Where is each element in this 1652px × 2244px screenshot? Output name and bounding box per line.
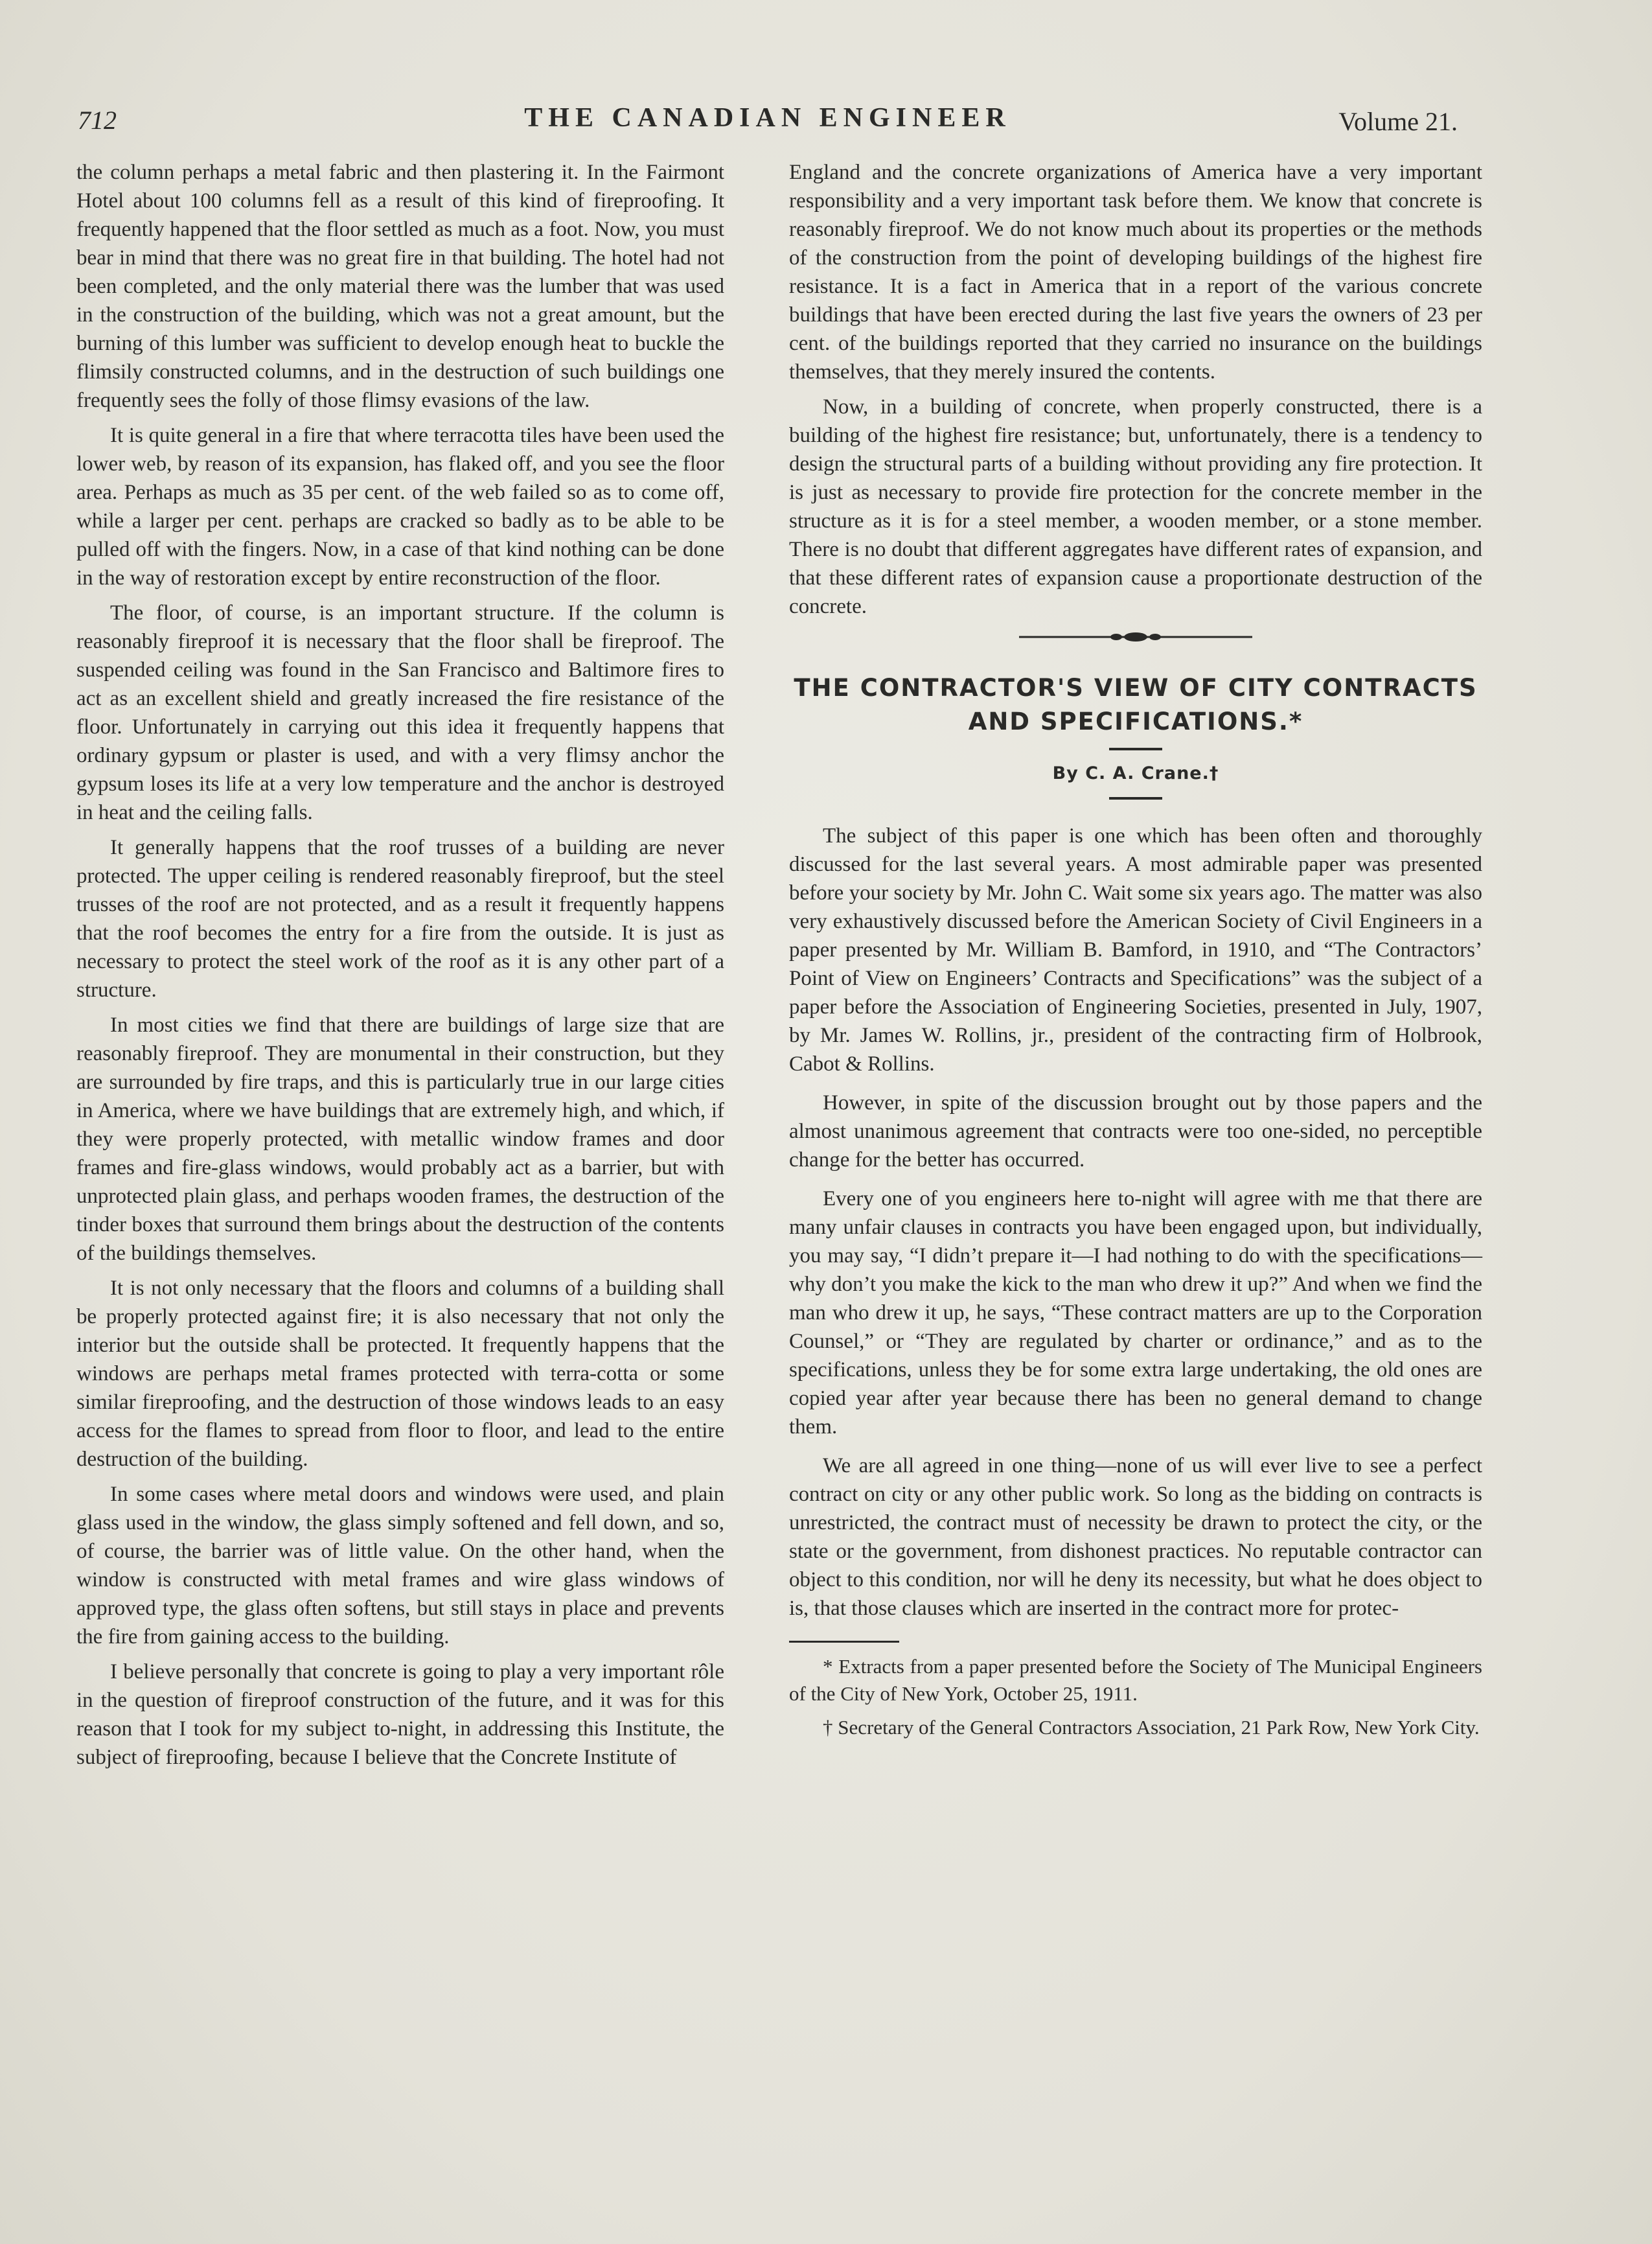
- right-column: [789, 158, 1482, 1748]
- left-paragraph-3: The floor, of course, is an important structure. If the column is reasonably fireproof it is necessary that the floor shall be fireproof. The suspended ceiling was found in the San Francisco and Baltimore fires to act as an excellent shield and greatly increased the fire resistance of the floor. Unfortunately in carrying out this idea it frequently happens that ordinary gypsum or plaster is used, and with a very flimsy anchor the gypsum loses its life at a very low temperature and the anchor is destroyed in heat and the ceiling falls.: [76, 601, 724, 824]
- article-paragraph-4: We are all agreed in one thing—none of us will ever live to see a perfect contract on city or any other public work. So long as the bidding on contracts is unrestricted, the contract must of necessity be drawn to protect the city, or the state or the government, from dishonest practices. No reputable contractor can object to this condition, nor will he deny its necessity, but what he does object to is, that those clauses which are inserted in the contract more for protec-: [789, 1454, 1482, 1620]
- article-paragraph-3: Every one of you engineers here to-night will agree with me that there are many unfair clauses in contracts you have been engaged upon, but individually, you may say, “I didn’t prepare it—I had nothing to do with the specifications—why don’t you make the kick to the man who drew it up?” And when we find the man who drew it up, he says, “These contract matters are up to the Corporation Counsel,” or “They are regulated by charter or ordinance,” and as to the specifications, unless they be for some extra large undertaking, the old ones are copied year after year because there has been no general demand to change them.: [789, 1187, 1482, 1439]
- footnote-author: † Secretary of the General Contractors Association, 21 Park Row, New York City.: [823, 1716, 1480, 1739]
- left-paragraph-1: the column perhaps a metal fabric and then plastering it. In the Fairmont Hotel about 100 columns fell as a result of this kind of fireproofing. It frequently happened that the floor settled as much as a foot. Now, you must bear in mind that there was no great fire in that building. The hotel had not been completed, and the only material there was the lumber that was used in the construction of the building, which was not a great amount, but the burning of this lumber was sufficient to develop enough heat to buckle the flimsily constructed columns, and in the destruction of such buildings one frequently sees the folly of those flimsy evasions of the law.: [76, 161, 724, 412]
- byline-rule: [1109, 797, 1162, 800]
- left-paragraph-4: It generally happens that the roof trusses of a building are never protected. The upper ceiling is rendered reasonably fireproof, but the steel trusses of the roof are not protected, and as a result it frequently happens that the roof becomes the entry for a fire from the outside. It is just as necessary to protect the steel work of the roof as it is any other part of a structure.: [76, 836, 724, 1002]
- left-paragraph-8: I believe personally that concrete is going to play a very important rôle in the question of fireproof construction of the future, and it was for this reason that I took for my subject to-night, in addressing this Institute, the subject of fireproofing, because I believe that the Concrete Institute of: [76, 1660, 724, 1769]
- article-title: THE CONTRACTOR'S VIEW OF CITY CONTRACTS AND SPECIFICATIONS.*: [794, 674, 1478, 735]
- section-divider-ornament: [1019, 630, 1252, 644]
- right-paragraph-1: England and the concrete organizations of America have a very important responsibility and a very important task before them. We know that concrete is reasonably fireproof. We do not know much about its properties or the methods of the construction from the point of developing buildings of the highest fire resistance. It is a fact in America that in a report of the various concrete buildings that have been erected during the last five years the owners of 23 per cent. of the buildings reported that they carried no insurance on the buildings themselves, that they merely insured the contents.: [789, 161, 1482, 384]
- left-paragraph-7: In some cases where metal doors and windows were used, and plain glass used in the window, the glass simply softened and fell down, and so, of course, the barrier was of little value. On the other hand, when the window is constructed with metal frames and wire glass windows of approved type, the glass often softens, but still stays in place and prevents the fire from gaining access to the building.: [76, 1483, 724, 1648]
- volume-label: Volume 21.: [1338, 107, 1458, 136]
- running-head: [78, 102, 1458, 141]
- article-paragraph-1: The subject of this paper is one which has been often and thoroughly discussed for the last several years. A most admirable paper was presented before your society by Mr. John C. Wait some six years ago. The matter was also very exhaustively discussed before the American Society of Civil Engineers in a paper presented by Mr. William B. Bamford, in 1910, and “The Contractors’ Point of View on Engineers’ Contracts and Specifications” was the subject of a paper before the Association of Engineering Societies, presented in July, 1907, by Mr. James W. Rollins, jr., president of the contracting firm of Holbrook, Cabot & Rollins.: [789, 824, 1482, 1076]
- journal-title: THE CANADIAN ENGINEER: [524, 103, 1011, 133]
- footnote-source: * Extracts from a paper presented before the Society of The Municipal Engineers of the City of New York, October 25, 1911.: [789, 1655, 1482, 1705]
- title-rule: [1109, 748, 1162, 750]
- left-column: [76, 158, 724, 1778]
- footnote-rule: [789, 1641, 899, 1643]
- left-paragraph-2: It is quite general in a fire that where terracotta tiles have been used the lower web, by reason of its expansion, has flaked off, and you see the floor area. Perhaps as much as 35 per cent. of the web failed so as to come off, while a larger per cent. perhaps are cracked so badly as to be able to be pulled off with the fingers. Now, in a case of that kind nothing can be done in the way of restoration except by entire reconstruction of the floor.: [76, 424, 724, 590]
- left-paragraph-6: It is not only necessary that the floors and columns of a building shall be properly protected against fire; it is also necessary that not only the interior but the outside shall be protected. It frequently happens that the windows are perhaps metal frames protected with terra-cotta or some similar fireproofing, and the destruction of those windows leads to an easy access for the flames to spread from floor to floor, and lead to the entire destruction of the building.: [76, 1277, 724, 1471]
- article-paragraph-2: However, in spite of the discussion brought out by those papers and the almost unanimous agreement that contracts were too one-sided, no perceptible change for the better has occurred.: [789, 1091, 1482, 1172]
- article-byline: By C. A. Crane.†: [1052, 763, 1219, 783]
- page-number: 712: [78, 106, 117, 135]
- article-body: [789, 822, 1482, 1623]
- right-paragraph-2: Now, in a building of concrete, when properly constructed, there is a building of the highest fire resistance; but, unfortunately, there is a tendency to design the structural parts of a building without providing any fire protection. It is just as necessary to provide fire protection for the concrete member in the structure as it is for a steel member, a wooden member, or a stone member. There is no doubt that different aggregates have different rates of expansion, and that these different rates of expansion cause a proportionate destruction of the concrete.: [789, 395, 1482, 618]
- left-paragraph-5: In most cities we find that there are buildings of large size that are reasonably fireproof. They are monumental in their construction, but they are surrounded by fire traps, and this is particularly true in our large cities in America, where we have buildings that are extremely high, and which, if they were properly protected, with metallic window frames and door frames and fire-glass windows, would probably act as a barrier, but with unprotected plain glass, and perhaps wooden frames, the destruction of the tinder boxes that surround them brings about the destruction of the contents of the buildings themselves.: [76, 1013, 724, 1265]
